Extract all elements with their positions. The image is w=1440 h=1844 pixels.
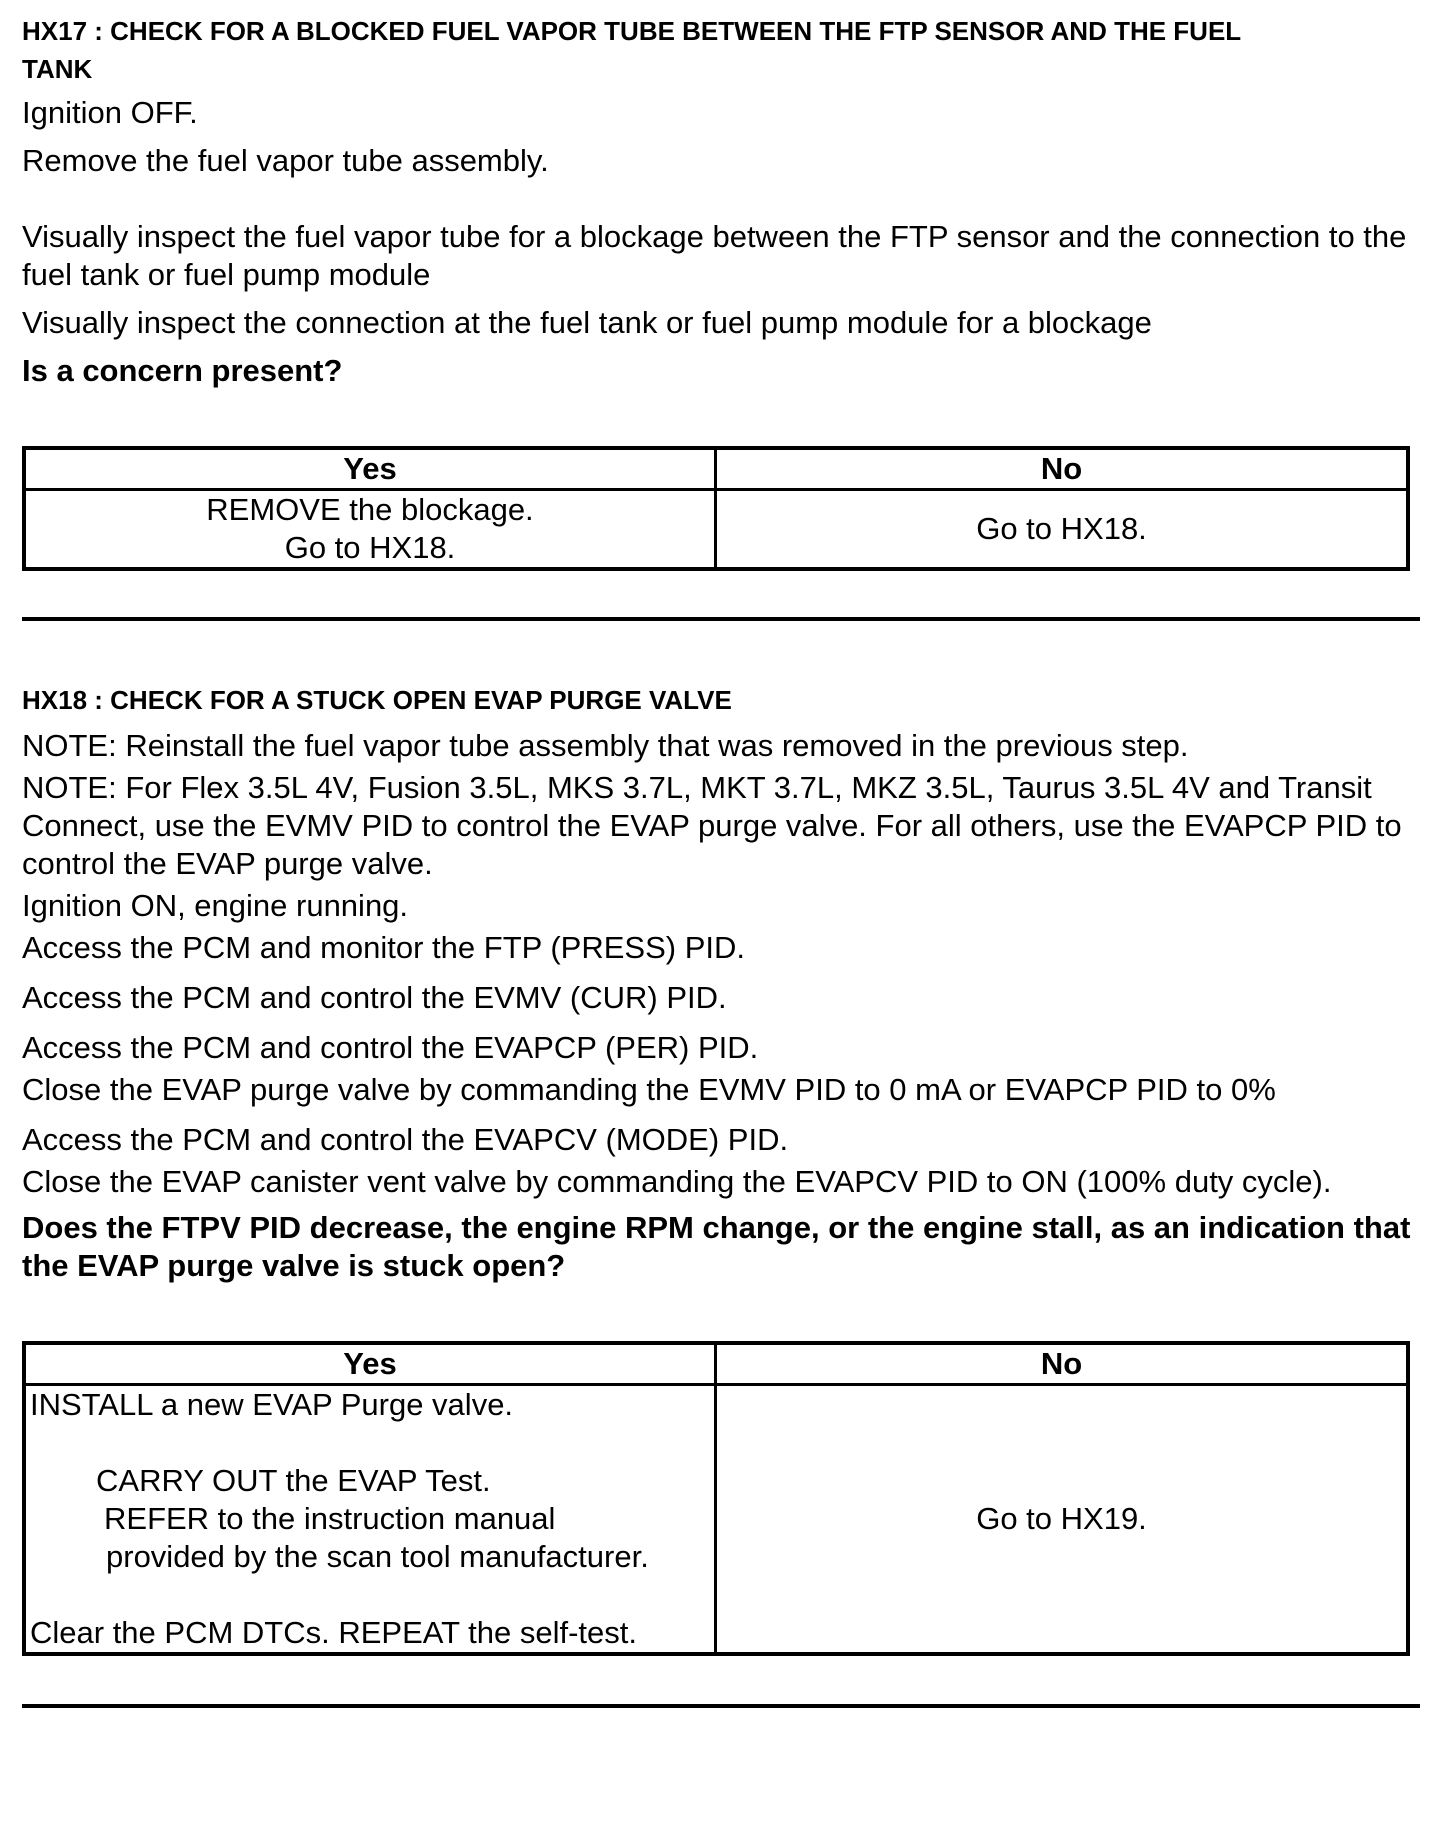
hx17-heading: [22, 12, 1420, 88]
hx18-step-7: Close the EVAP purge valve by commanding the EVMV PID to 0 mA or EVAPCP PID to 0%: [22, 1072, 1276, 1107]
hx17-step-4: Visually inspect the connection at the fuel tank or fuel pump module for a blockage: [22, 305, 1152, 340]
document-page: [22, 12, 1420, 1708]
hx18-step-8: Access the PCM and control the EVAPCV (MODE) PID.: [22, 1122, 789, 1157]
hx17-yes-header: Yes: [24, 448, 716, 490]
hx18-step-1: NOTE: Reinstall the fuel vapor tube assembly that was removed in the previous step.: [22, 728, 1189, 763]
hx17-step-1: Ignition OFF.: [22, 95, 198, 130]
hx18-heading: HX18 : CHECK FOR A STUCK OPEN EVAP PURGE VALVE: [22, 685, 732, 715]
hx17-decision-table: [22, 446, 1410, 571]
hx17-yes-line1: REMOVE the blockage.: [206, 492, 534, 527]
hx17-no-header: No: [716, 448, 1409, 490]
hx17-step-2: Remove the fuel vapor tube assembly.: [22, 143, 549, 178]
hx18-yes-cell: [24, 1385, 716, 1655]
hx18-yes-line5: Clear the PCM DTCs. REPEAT the self-test.: [30, 1615, 637, 1650]
hx18-question: Does the FTPV PID decrease, the engine RPM change, or the engine stall, as an indication that the EVAP purge valve is stuck open?: [22, 1210, 1411, 1283]
hx18-yes-header: Yes: [24, 1343, 716, 1385]
hx18-step-6: Access the PCM and control the EVAPCP (PER) PID.: [22, 1030, 759, 1065]
hx17-no-cell: Go to HX18.: [716, 490, 1409, 570]
section-divider-bottom: [22, 1704, 1420, 1708]
hx17-yes-line2: Go to HX18.: [284, 530, 456, 565]
hx18-decision-table: [22, 1341, 1410, 1656]
hx17-yes-cell: [24, 490, 716, 570]
hx18-no-cell: Go to HX19.: [716, 1385, 1409, 1655]
hx18-yes-line1: INSTALL a new EVAP Purge valve.: [30, 1387, 514, 1422]
hx18-step-4: Access the PCM and monitor the FTP (PRESS) PID.: [22, 930, 746, 965]
hx18-step-9: Close the EVAP canister vent valve by commanding the EVAPCV PID to ON (100% duty cycle).: [22, 1164, 1332, 1199]
hx17-heading-line2: TANK: [22, 54, 93, 84]
hx18-yes-line2: CARRY OUT the EVAP Test.: [96, 1463, 491, 1498]
hx18-no-header: No: [716, 1343, 1409, 1385]
hx17-heading-line1: HX17 : CHECK FOR A BLOCKED FUEL VAPOR TUBE BETWEEN THE FTP SENSOR AND THE FUEL: [22, 16, 1242, 46]
hx18-step-2: NOTE: For Flex 3.5L 4V, Fusion 3.5L, MKS 3.7L, MKT 3.7L, MKZ 3.5L, Taurus 3.5L 4V and Transit Connect, use the EVMV PID to control the EVAP purge valve. For all others, use the EVAPCP PID to control the EVAP purge valve.: [22, 770, 1402, 881]
hx18-yes-line4: provided by the scan tool manufacturer.: [106, 1539, 649, 1574]
hx18-yes-line3: REFER to the instruction manual: [104, 1501, 556, 1536]
hx18-step-5: Access the PCM and control the EVMV (CUR) PID.: [22, 980, 727, 1015]
hx18-step-3: Ignition ON, engine running.: [22, 888, 409, 923]
hx17-question: Is a concern present?: [22, 353, 343, 388]
hx17-step-3: Visually inspect the fuel vapor tube for a blockage between the FTP sensor and the connection to the fuel tank or fuel pump module: [22, 219, 1407, 292]
